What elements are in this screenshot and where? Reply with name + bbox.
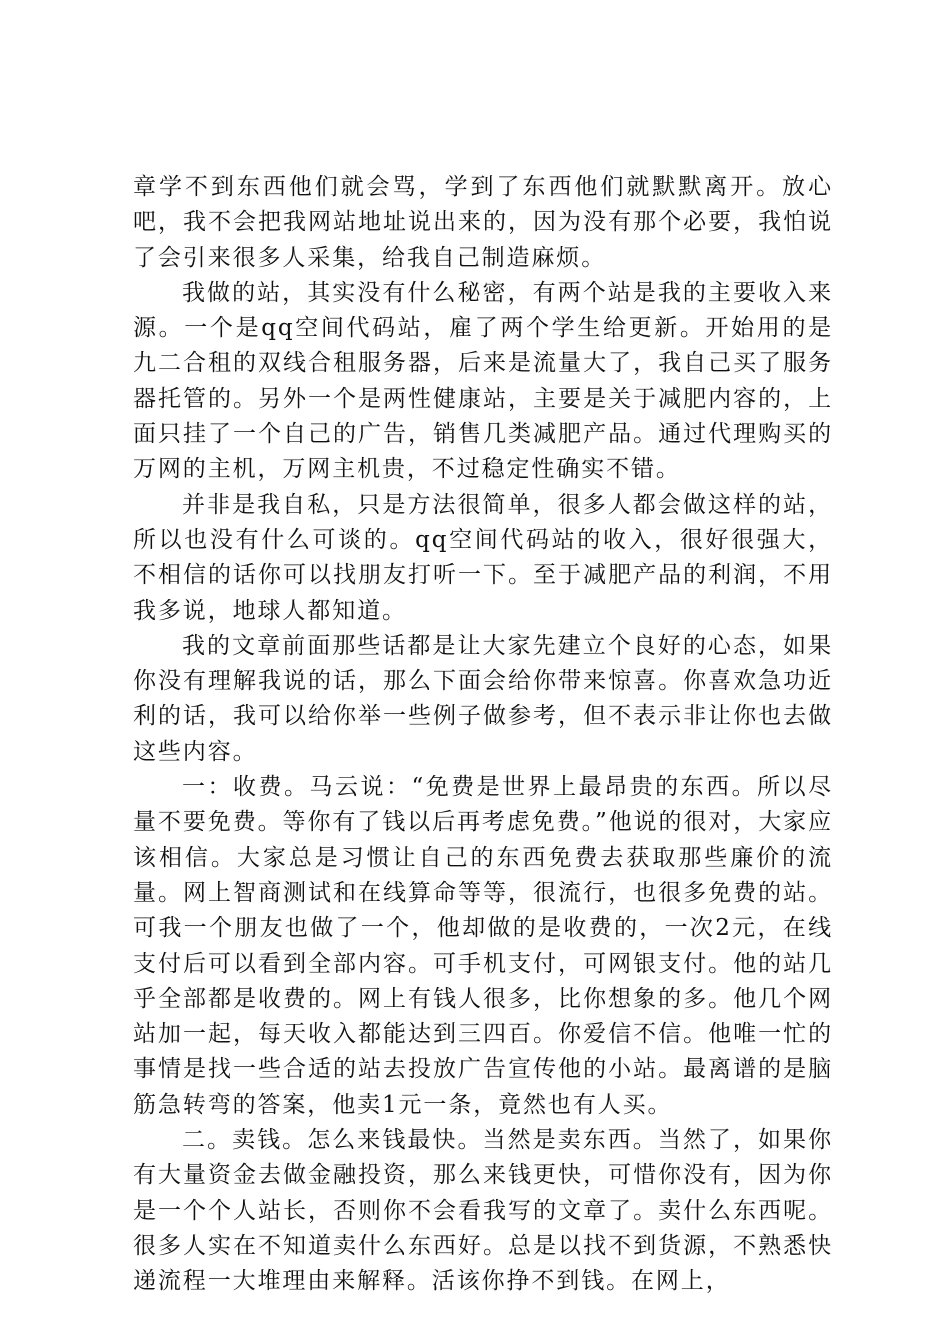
paragraph-5: 一：收费。马云说：“免费是世界上最昂贵的东西。所以尽量不要免费。等你有了钱以后再考虑免费。”他说的很对，大家应该相信。大家总是习惯让自己的东西免费去获取那些廉价的流量。网上智商测试和在线算命等等，很流行，也很多免费的站。可我一个朋友也做了一个，他却做的是收费的，一次2元，在线支付后可以看到全部内容。可手机支付，可网银支付。他的站几乎全部都是收费的。网上有钱人很多，比你想象的多。他几个网站加一起，每天收入都能达到三四百。你爱信不信。他唯一忙的事情是找一些合适的站去投放广告宣传他的小站。最离谱的是脑筋急转弯的答案，他卖1元一条，竟然也有人买。: [133, 774, 833, 1118]
document-body: [133, 170, 833, 1300]
paragraph-6: 二。卖钱。怎么来钱最快。当然是卖东西。当然了，如果你有大量资金去做金融投资，那么来钱更快，可惜你没有，因为你是一个个人站长，否则你不会看我写的文章了。卖什么东西呢。很多人实在不知道卖什么东西好。总是以找不到货源，不熟悉快递流程一大堆理由来解释。活该你挣不到钱。在网上，: [133, 1127, 833, 1295]
paragraph-1: 章学不到东西他们就会骂，学到了东西他们就默默离开。放心吧，我不会把我网站地址说出来的，因为没有那个必要，我怕说了会引来很多人采集，给我自己制造麻烦。: [133, 174, 833, 271]
paragraph-4: 我的文章前面那些话都是让大家先建立个良好的心态，如果你没有理解我说的话，那么下面会给你带来惊喜。你喜欢急功近利的话，我可以给你举一些例子做参考，但不表示非让你也去做这些内容。: [133, 632, 833, 765]
paragraph-3: 并非是我自私，只是方法很简单，很多人都会做这样的站，所以也没有什么可谈的。qq空间代码站的收入，很好很强大，不相信的话你可以找朋友打听一下。至于减肥产品的利润，不用我多说，地球人都知道。: [133, 491, 833, 624]
paragraph-2: 我做的站，其实没有什么秘密，有两个站是我的主要收入来源。一个是qq空间代码站，雇了两个学生给更新。开始用的是九二合租的双线合租服务器，后来是流量大了，我自己买了服务器托管的。另外一个是两性健康站，主要是关于减肥内容的，上面只挂了一个自己的广告，销售几类减肥产品。通过代理购买的万网的主机，万网主机贵，不过稳定性确实不错。: [133, 279, 833, 483]
